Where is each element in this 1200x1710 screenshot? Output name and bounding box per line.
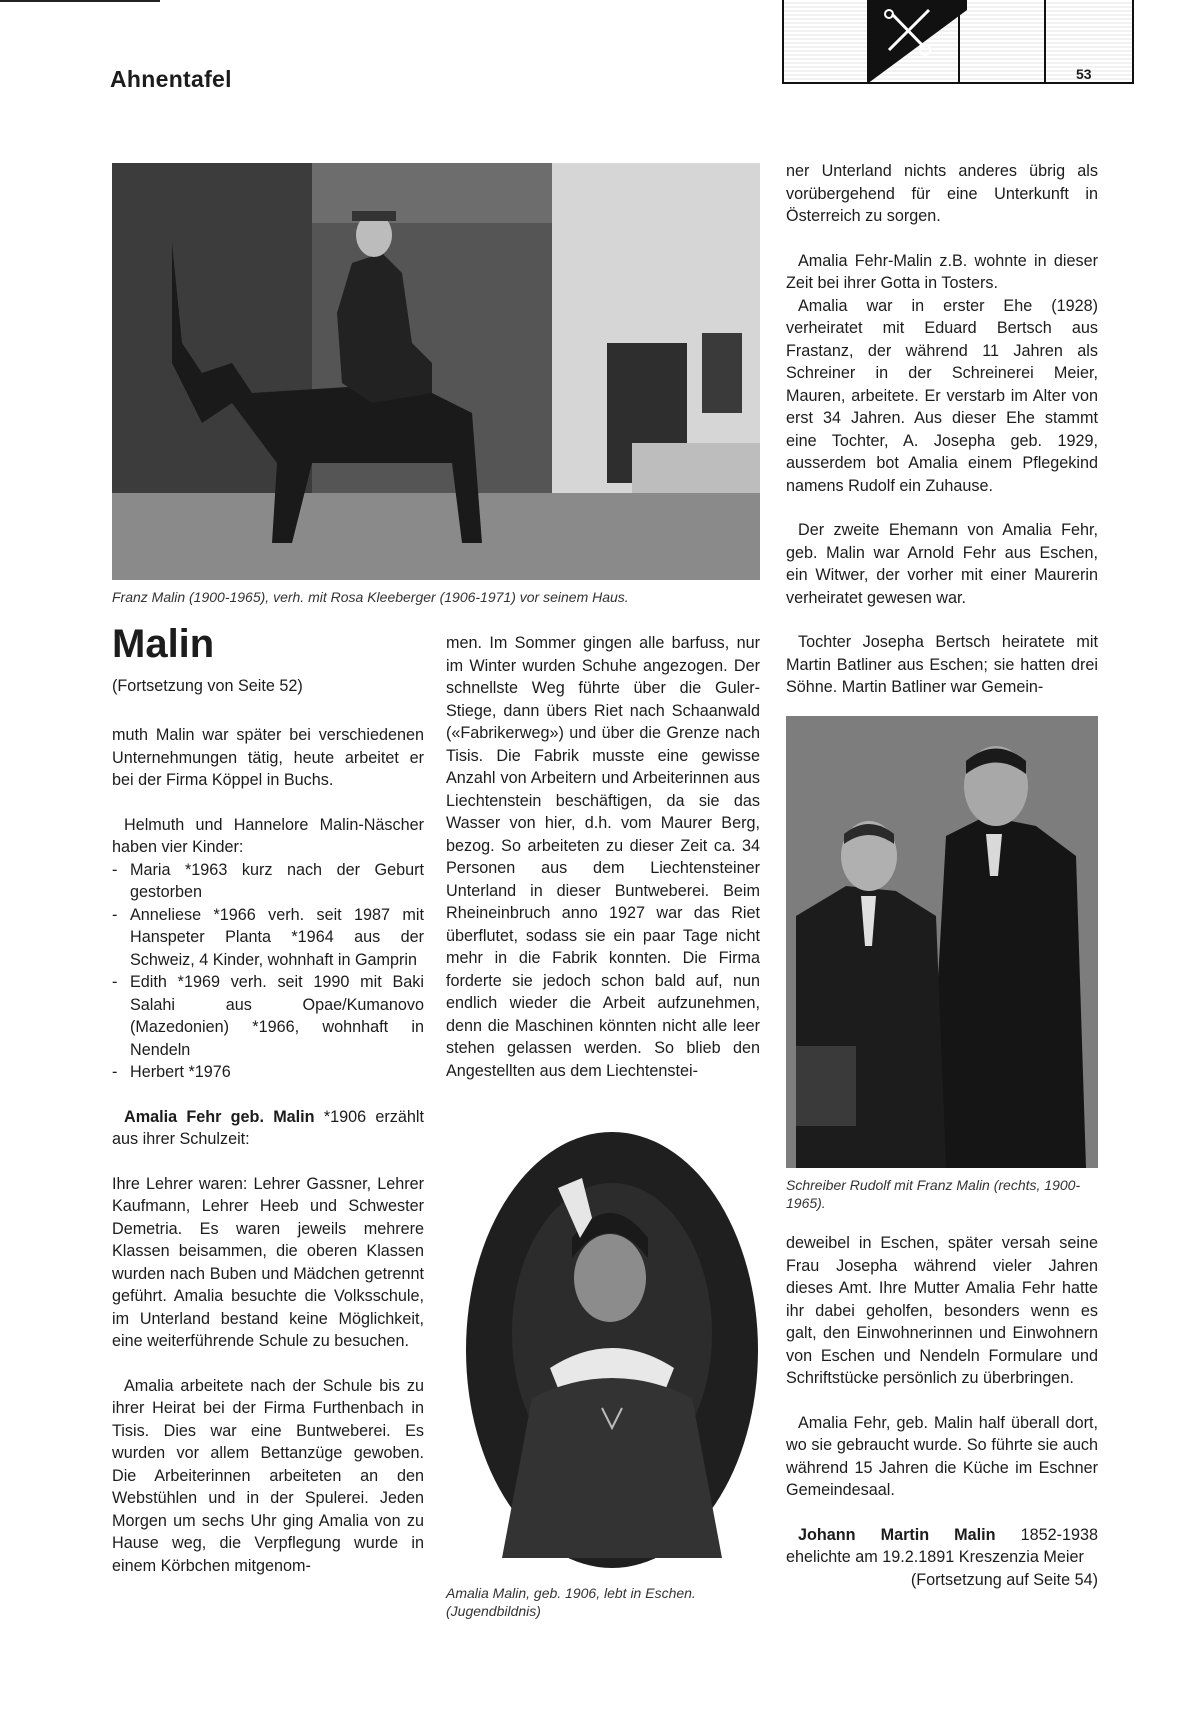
paragraph: Tochter Josepha Bertsch heiratete mit Martin Batliner aus Eschen; sie hatten drei Söhne. Martin Batliner war Gemein- — [786, 633, 1098, 696]
girl-portrait-photo — [462, 1128, 762, 1572]
girl-photo-caption: Amalia Malin, geb. 1906, lebt in Eschen. (Jugendbildnis) — [446, 1585, 696, 1619]
article-title: Malin — [112, 622, 215, 666]
paragraph: Amalia Fehr, geb. Malin half überall dort, wo sie gebraucht wurde. So führte sie auch während 15 Jahren die Küche im Eschner Gemeindesaal. — [786, 1413, 1098, 1499]
list-item: - Edith *1969 verh. seit 1990 mit Baki Salahi aus Opae/Kumanovo (Mazedonien) *1966, wohnhaft in Nendeln — [112, 971, 424, 1061]
person-name: Amalia Fehr geb. Malin — [124, 1107, 315, 1126]
paragraph: ner Unterland nichts anderes übrig als vorübergehend für eine Unterkunft in Österreich zu sorgen. — [786, 162, 1098, 225]
column-2 — [446, 632, 760, 1082]
continuation-note: (Fortsetzung auf Seite 54) — [910, 1570, 1098, 1589]
section-header: Ahnentafel — [110, 66, 232, 92]
crossed-keys-emblem-icon — [867, 0, 967, 84]
page-number: 53 — [1076, 66, 1092, 82]
paragraph: Amalia arbeitete nach der Schule bis zu ihrer Heirat bei der Firma Furthenbach in Tisis. Dies war eine Buntweberei. Es wurden vor allem Bettanzüge gewoben. Die Arbeiterinnen arbeiteten an den Webstühlen und in der Spulerei. Jeden Morgen um sechs Uhr ging Amalia von zu Hause weg, die Verpflegung wurde in einem Körbchen mitgenom- — [112, 1376, 424, 1575]
person-name: Johann Martin Malin — [798, 1525, 996, 1544]
paragraph: Der zweite Ehemann von Amalia Fehr, geb. Malin war Arnold Fehr aus Eschen, ein Witwer, der vorher mit einer Maurerin verheiratet gewesen war. — [786, 521, 1098, 607]
column-3-continued — [786, 1232, 1098, 1591]
paragraph — [112, 1106, 424, 1151]
text-span: 1852-1938 ehelichte am 19.2.1891 Kreszenzia Meier — [786, 1525, 1098, 1566]
horse-photo-caption: Franz Malin (1900-1965), verh. mit Rosa Kleeberger (1906-1971) vor seinem Haus. — [112, 589, 629, 605]
text-span: *1906 erzählt aus ihrer Schulzeit: — [112, 1107, 424, 1148]
children-list — [112, 859, 424, 1084]
paragraph: muth Malin war später bei verschiedenen Unternehmungen tätig, heute arbeitet er bei der Firma Köppel in Buchs. — [112, 726, 424, 789]
paragraph — [786, 1524, 1098, 1569]
top-rule — [0, 0, 160, 2]
horse-photo — [112, 163, 760, 580]
paragraph: Amalia Fehr-Malin z.B. wohnte in dieser Zeit bei ihrer Gotta in Tosters. — [786, 251, 1098, 292]
list-item: - Herbert *1976 — [112, 1061, 424, 1084]
article-subtitle: (Fortsetzung von Seite 52) — [112, 677, 303, 695]
column-3 — [786, 160, 1098, 699]
paragraph: Helmuth und Hannelore Malin-Näscher haben vier Kinder: — [112, 815, 424, 856]
list-item: - Anneliese *1966 verh. seit 1987 mit Hanspeter Planta *1964 aus der Schweiz, 4 Kinder, wohnhaft in Gamprin — [112, 904, 424, 972]
two-men-photo-caption: Schreiber Rudolf mit Franz Malin (rechts, 1900-1965). — [786, 1177, 1081, 1211]
two-men-photo — [786, 716, 1098, 1168]
paragraph: Ihre Lehrer waren: Lehrer Gassner, Lehrer Kaufmann, Lehrer Heeb und Schwester Demetria. Es waren jeweils mehrere Klassen beisammen, die oberen Klassen wurden nach Buben und Mädchen getrennt geführt. Amalia besuchte die Volksschule, im Unterland bestand keine Möglichkeit, eine weiterführende Schule zu besuchen. — [112, 1174, 424, 1350]
paragraph: Amalia war in erster Ehe (1928) verheiratet mit Eduard Bertsch aus Frastanz, der während 11 Jahren als Schreiner in der Schreinerei Meier, Mauren, arbeitete. Er verstarb im Alter von erst 34 Jahren. Aus dieser Ehe stammt eine Tochter, A. Josepha geb. 1929, ausserdem bot Amalia einem Pflegekind namens Rudolf ein Zuhause. — [786, 296, 1098, 495]
paragraph: deweibel in Eschen, später versah seine Frau Josepha während vieler Jahren dieses Amt. Ihre Mutter Amalia Fehr hatte ihr dabei geholfen, besonders wenn es galt, den Einwohnerinnen und Einwohnern von Eschen und Nendeln Formulare und Schriftstücke persönlich zu überbringen. — [786, 1234, 1098, 1387]
list-item: - Maria *1963 kurz nach der Geburt gestorben — [112, 859, 424, 904]
paragraph: men. Im Sommer gingen alle barfuss, nur im Winter wurden Schuhe angezogen. Der schnellste Weg führte über die Guler-Stiege, dann übers Riet nach Schaanwald («Fabrikerweg») und über die Grenze nach Tisis. Die Fabrik musste eine gewisse Anzahl von Arbeitern und Arbeiterinnen aus Liechtenstein beschäftigen, da sie das Wasser von hier, d.h. vom Maurer Berg, bezog. So arbeiteten zu dieser Zeit ca. 34 Personen aus dem Liechtensteiner Unterland in dieser Buntweberei. Beim Rheineinbruch anno 1927 war das Riet überflutet, sodass sie ein paar Tage nicht mehr in die Fabrik konnten. Die Firma forderte sie jedoch schon bald auf, nun endlich wieder die Arbeit aufzunehmen, denn die Maschinen könnten nicht alle leer stehen gelassen werden. So blieb den Angestellten aus dem Liechtenstei- — [446, 634, 760, 1080]
column-1 — [112, 724, 424, 1577]
